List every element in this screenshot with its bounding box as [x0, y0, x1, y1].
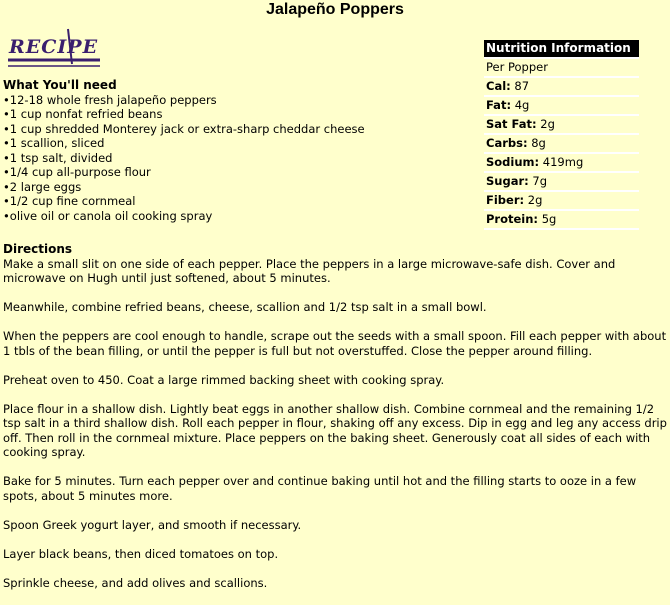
direction-step: Layer black beans, then diced tomatoes on top.: [3, 546, 279, 561]
nutrition-value: 2g: [540, 117, 555, 131]
nutrition-row: [484, 77, 639, 96]
nutrition-value: 5g: [541, 212, 557, 226]
directions-heading: Directions: [3, 242, 73, 256]
ingredient-item: • 12-18 whole fresh jalapeño peppers: [3, 93, 423, 108]
nutrition-row: [484, 153, 639, 172]
nutrition-value: 7g: [532, 174, 548, 188]
nutrition-row: [484, 96, 639, 115]
direction-step: Sprinkle cheese, and add olives and scallions.: [3, 575, 268, 590]
nutrition-header-row: [484, 40, 639, 58]
ingredient-item: • olive oil or canola oil cooking spray: [3, 209, 423, 224]
ingredient-item: • 1 scallion, sliced: [3, 136, 423, 151]
nutrition-row: [484, 172, 639, 191]
recipe-logo: [6, 26, 104, 72]
nutrition-label: Sat Fat:: [486, 117, 537, 131]
nutrition-row: [484, 191, 639, 210]
ingredient-item: • 1/4 cup all-purpose flour: [3, 165, 423, 180]
ingredients-section: [3, 78, 423, 223]
nutrition-table: [484, 40, 639, 230]
page-title: Jalapeño Poppers: [266, 1, 404, 18]
nutrition-value: 419mg: [542, 155, 584, 169]
nutrition-row: [484, 134, 639, 153]
ingredient-item: • 2 large eggs: [3, 180, 423, 195]
nutrition-serving: Per Popper: [486, 60, 548, 74]
nutrition-row: [484, 115, 639, 134]
ingredient-list: [3, 93, 423, 224]
ingredient-item: • 1 cup shredded Monterey jack or extra-sharp cheddar cheese: [3, 122, 423, 137]
nutrition-label: Fat:: [486, 98, 512, 112]
ingredient-item: • 1 tsp salt, divided: [3, 151, 423, 166]
nutrition-label: Sodium:: [486, 155, 540, 169]
direction-step: Make a small slit on one side of each pepper. Place the peppers in a large microwave-safe dish. Cover and microwave on Hugh until just softened, about 5 minutes.: [3, 256, 616, 285]
nutrition-header: Nutrition Information: [484, 40, 639, 58]
ingredient-item: • 1 cup nonfat refried beans: [3, 107, 423, 122]
direction-step: Spoon Greek yogurt layer, and smooth if necessary.: [3, 517, 302, 532]
nutrition-row: [484, 58, 639, 77]
nutrition-value: 87: [514, 79, 530, 93]
nutrition-value: 2g: [527, 193, 543, 207]
nutrition-label: Carbs:: [486, 136, 528, 150]
nutrition-label: Cal:: [486, 79, 511, 93]
nutrition-label: Fiber:: [486, 193, 525, 207]
direction-step: Preheat oven to 450. Coat a large rimmed backing sheet with cooking spray.: [3, 372, 445, 387]
nutrition-label: Protein:: [486, 212, 539, 226]
direction-step: When the peppers are cool enough to handle, scrape out the seeds with a small spoon. Fill each pepper with about 1 tbls of the bean filling, or until the pepper is full but not overstuffed. Close the pepper around filling.: [3, 329, 667, 358]
directions-section: [3, 242, 667, 605]
direction-step: Bake for 5 minutes. Turn each pepper over and continue baking until hot and the filling starts to ooze in a few spots, about 5 minutes more.: [3, 474, 637, 503]
nutrition-label: Sugar:: [486, 174, 529, 188]
nutrition-row: [484, 210, 639, 229]
nutrition-value: 4g: [514, 98, 530, 112]
logo-text: RECIPE: [9, 36, 99, 58]
nutrition-value: 8g: [531, 136, 546, 150]
direction-step: Place flour in a shallow dish. Lightly beat eggs in another shallow dish. Combine cornmeal and the remaining 1/2 tsp salt in a third shallow dish. Roll each pepper in flour, shaking off any excess. Dip in egg and leg any access drip off. Then roll in the cornmeal mixture. Place peppers on the baking sheet. Generously coat all sides of each with cooking spray.: [3, 401, 667, 459]
ingredients-heading: What You'll need: [3, 78, 117, 92]
ingredient-item: • 1/2 cup fine cornmeal: [3, 194, 423, 209]
direction-step: Meanwhile, combine refried beans, cheese, scallion and 1/2 tsp salt in a small bowl.: [3, 300, 487, 314]
